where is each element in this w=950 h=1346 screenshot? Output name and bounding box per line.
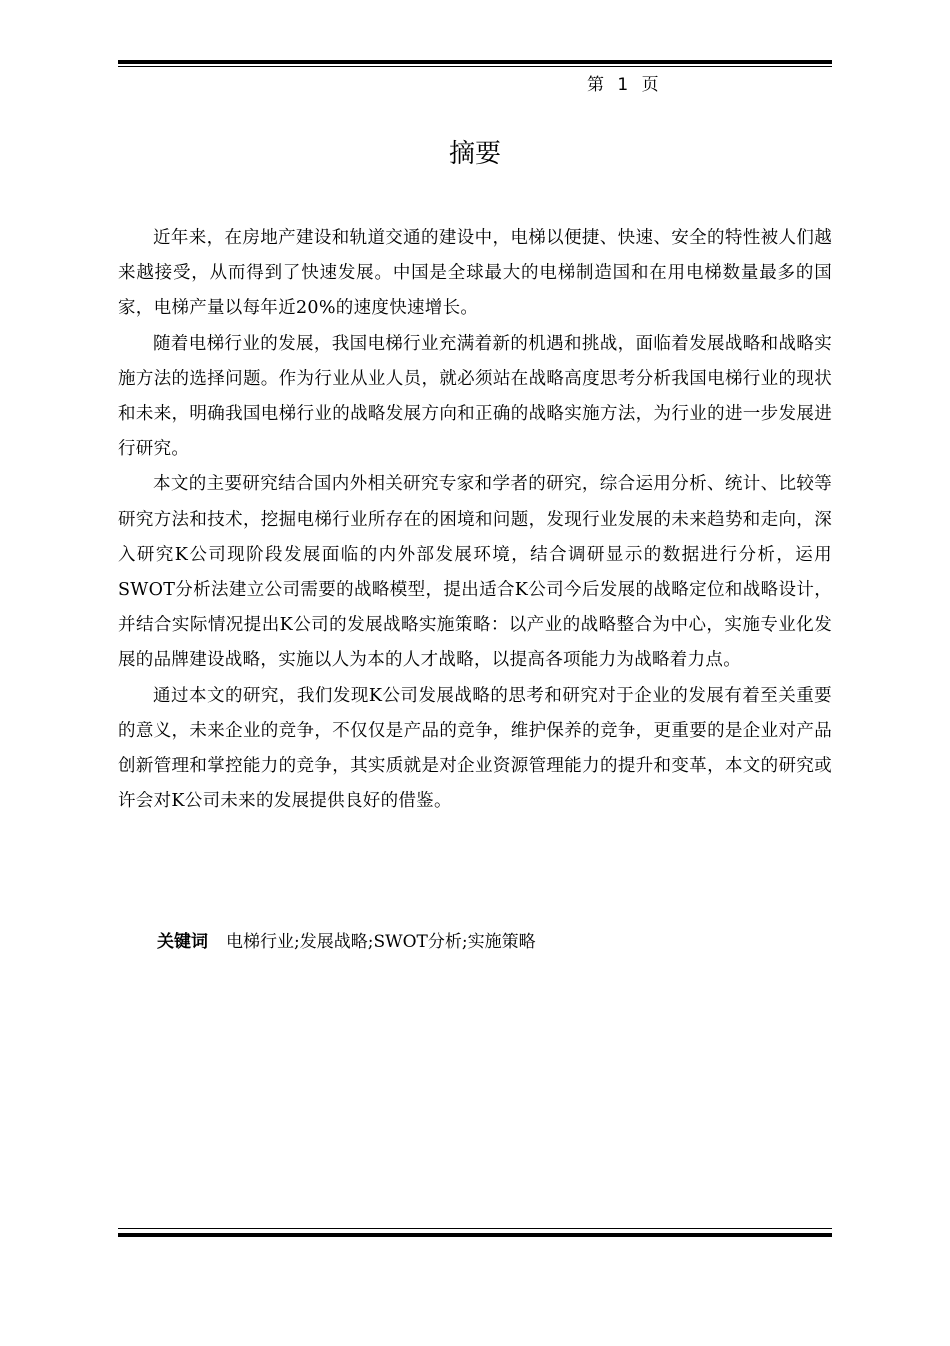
header-rule-thick <box>118 60 832 64</box>
abstract-paragraph-4: 通过本文的研究，我们发现K公司发展战略的思考和研究对于企业的发展有着至关重要的意义，未来企业的竞争，不仅仅是产品的竞争，维护保养的竞争，更重要的是企业对产品创新管理和掌控能力的竞争，其实质就是对企业资源管理能力的提升和变革，本文的研究或许会对K公司未来的发展提供良好的借鉴。 <box>118 685 832 812</box>
footer-rule-thin <box>118 1228 832 1229</box>
keywords-line <box>157 928 536 956</box>
page-number-value: 1 <box>617 75 629 95</box>
abstract-body <box>118 221 832 819</box>
abstract-paragraph-1: 近年来，在房地产建设和轨道交通的建设中，电梯以便捷、快速、安全的特性被人们越来越接受，从而得到了快速发展。中国是全球最大的电梯制造国和在用电梯数量最多的国家，电梯产量以每年近20%的速度快速增长。 <box>118 228 832 319</box>
keywords-label: 关键词 <box>157 932 208 952</box>
footer-rule-thick <box>118 1233 832 1237</box>
page-number-suffix: 页 <box>641 75 659 95</box>
abstract-paragraph-3: 本文的主要研究结合国内外相关研究专家和学者的研究，综合运用分析、统计、比较等研究方法和技术，挖掘电梯行业所存在的困境和问题，发现行业发展的未来趋势和走向，深入研究K公司现阶段发展面临的内外部发展环境，结合调研显示的数据进行分析，运用SWOT分析法建立公司需要的战略模型，提出适合K公司今后发展的战略定位和战略设计，并结合实际情况提出K公司的发展战略实施策略：以产业的战略整合为中心，实施专业化发展的品牌建设战略，实施以人为本的人才战略，以提高各项能力为战略着力点。 <box>118 474 832 671</box>
header-rule-thin <box>118 66 832 67</box>
page-number-prefix: 第 <box>587 75 604 95</box>
abstract-title: 摘要 <box>448 139 501 169</box>
abstract-paragraph-2: 随着电梯行业的发展，我国电梯行业充满着新的机遇和挑战，面临着发展战略和战略实施方法的选择问题。作为行业从业人员，就必须站在战略高度思考分析我国电梯行业的现状和未来，明确我国电梯行业的战略发展方向和正确的战略实施方法，为行业的进一步发展进行研究。 <box>118 333 832 460</box>
page-number <box>587 70 659 95</box>
keywords-value: 电梯行业;发展战略;SWOT分析;实施策略 <box>226 932 536 952</box>
